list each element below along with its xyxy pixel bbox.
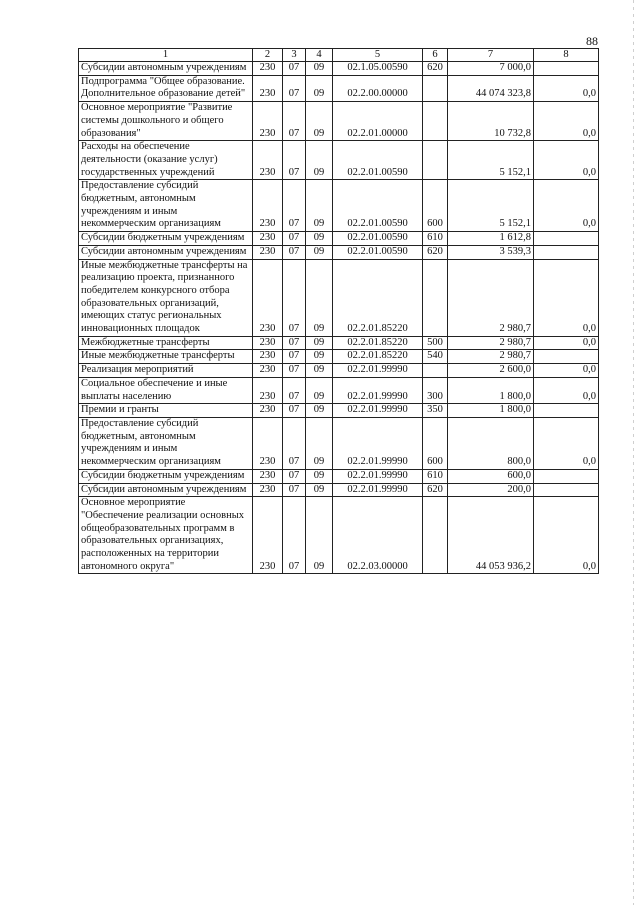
column-header-2: 2 [253,49,283,62]
row-col2-cell: 230 [253,75,283,101]
row-name-cell: Расходы на обеспечение деятельности (оказание услуг) государственных учреждений [79,141,253,180]
row-col7-cell: 1 800,0 [448,377,534,403]
row-col3-cell: 07 [283,483,306,497]
row-col4-cell: 09 [306,483,333,497]
row-col5-cell: 02.2.01.99990 [333,469,423,483]
column-header-8: 8 [534,49,599,62]
row-name-cell: Субсидии автономным учреждениям [79,245,253,259]
row-col4-cell: 09 [306,364,333,378]
row-col4-cell: 09 [306,180,333,232]
row-col4-cell: 09 [306,377,333,403]
row-col6-cell: 610 [423,469,448,483]
row-col4-cell: 09 [306,232,333,246]
row-col3-cell: 07 [283,180,306,232]
row-col4-cell: 09 [306,75,333,101]
row-col8-cell: 0,0 [534,336,599,350]
row-col3-cell: 07 [283,259,306,336]
row-col2-cell: 230 [253,364,283,378]
table-row [79,75,599,101]
row-col7-cell: 3 539,3 [448,245,534,259]
row-col2-cell: 230 [253,259,283,336]
row-col3-cell: 07 [283,75,306,101]
row-col2-cell: 230 [253,377,283,403]
row-col2-cell: 230 [253,483,283,497]
row-col6-cell: 600 [423,180,448,232]
row-col5-cell: 02.2.01.85220 [333,350,423,364]
row-col6-cell [423,259,448,336]
row-col7-cell: 2 980,7 [448,350,534,364]
row-name-cell: Социальное обеспечение и иные выплаты населению [79,377,253,403]
row-col3-cell: 07 [283,417,306,469]
row-col5-cell: 02.2.01.00590 [333,180,423,232]
table-row [79,364,599,378]
row-col4-cell: 09 [306,497,333,574]
page-number: 88 [586,34,598,48]
row-col3-cell: 07 [283,102,306,141]
column-header-6: 6 [423,49,448,62]
table-header-row [79,49,599,62]
row-col3-cell: 07 [283,336,306,350]
row-col6-cell: 300 [423,377,448,403]
row-col7-cell: 44 053 936,2 [448,497,534,574]
row-col6-cell: 620 [423,62,448,76]
row-col8-cell [534,483,599,497]
row-name-cell: Предоставление субсидий бюджетным, автономным учреждениям и иным некоммерческим организациям [79,180,253,232]
row-col4-cell: 09 [306,259,333,336]
budget-table [78,48,599,574]
row-col3-cell: 07 [283,377,306,403]
row-col6-cell [423,75,448,101]
row-col2-cell: 230 [253,102,283,141]
column-header-1: 1 [79,49,253,62]
table-row [79,259,599,336]
row-col5-cell: 02.2.03.00000 [333,497,423,574]
row-col6-cell: 540 [423,350,448,364]
row-col7-cell: 5 152,1 [448,141,534,180]
row-col5-cell: 02.2.01.85220 [333,336,423,350]
row-col2-cell: 230 [253,245,283,259]
table-row [79,232,599,246]
table-row [79,497,599,574]
row-col6-cell [423,102,448,141]
row-col6-cell [423,141,448,180]
row-col2-cell: 230 [253,141,283,180]
row-col8-cell: 0,0 [534,364,599,378]
row-col8-cell [534,62,599,76]
row-col5-cell: 02.2.01.00590 [333,141,423,180]
row-col5-cell: 02.2.01.99990 [333,417,423,469]
row-col4-cell: 09 [306,62,333,76]
table-row [79,404,599,418]
row-col8-cell: 0,0 [534,180,599,232]
row-col8-cell: 0,0 [534,75,599,101]
table-row [79,469,599,483]
row-col7-cell: 7 000,0 [448,62,534,76]
row-col5-cell: 02.1.05.00590 [333,62,423,76]
row-col4-cell: 09 [306,417,333,469]
row-col3-cell: 07 [283,469,306,483]
row-col2-cell: 230 [253,232,283,246]
row-col7-cell: 44 074 323,8 [448,75,534,101]
row-col2-cell: 230 [253,417,283,469]
row-col5-cell: 02.2.01.00000 [333,102,423,141]
row-col7-cell: 2 600,0 [448,364,534,378]
column-header-3: 3 [283,49,306,62]
row-name-cell: Основное мероприятие "Развитие системы дошкольного и общего образования" [79,102,253,141]
row-col6-cell: 600 [423,417,448,469]
row-col8-cell [534,350,599,364]
row-name-cell: Субсидии автономным учреждениям [79,483,253,497]
row-col2-cell: 230 [253,404,283,418]
row-col2-cell: 230 [253,180,283,232]
row-col7-cell: 600,0 [448,469,534,483]
table-row [79,336,599,350]
table-body [79,62,599,574]
table-row [79,102,599,141]
row-col3-cell: 07 [283,404,306,418]
table-row [79,350,599,364]
row-name-cell: Подпрограмма "Общее образование. Дополнительное образование детей" [79,75,253,101]
row-col5-cell: 02.2.01.99990 [333,404,423,418]
row-col7-cell: 800,0 [448,417,534,469]
row-col6-cell: 620 [423,483,448,497]
row-col4-cell: 09 [306,404,333,418]
row-col4-cell: 09 [306,350,333,364]
row-col8-cell: 0,0 [534,497,599,574]
table-row [79,417,599,469]
table-row [79,141,599,180]
row-col7-cell: 2 980,7 [448,259,534,336]
row-col6-cell [423,497,448,574]
row-col3-cell: 07 [283,350,306,364]
column-header-5: 5 [333,49,423,62]
row-col7-cell: 10 732,8 [448,102,534,141]
row-name-cell: Субсидии автономным учреждениям [79,62,253,76]
column-header-4: 4 [306,49,333,62]
row-name-cell: Предоставление субсидий бюджетным, автономным учреждениям и иным некоммерческим организациям [79,417,253,469]
row-col2-cell: 230 [253,350,283,364]
table-row [79,483,599,497]
row-col5-cell: 02.2.01.99990 [333,364,423,378]
row-name-cell: Межбюджетные трансферты [79,336,253,350]
row-col8-cell: 0,0 [534,259,599,336]
row-col8-cell: 0,0 [534,141,599,180]
row-col7-cell: 1 800,0 [448,404,534,418]
row-col4-cell: 09 [306,245,333,259]
row-col3-cell: 07 [283,62,306,76]
row-col6-cell: 500 [423,336,448,350]
row-col3-cell: 07 [283,141,306,180]
row-name-cell: Субсидии бюджетным учреждениям [79,232,253,246]
row-col8-cell [534,232,599,246]
row-col2-cell: 230 [253,469,283,483]
row-col5-cell: 02.2.01.00590 [333,232,423,246]
row-col2-cell: 230 [253,497,283,574]
row-col6-cell: 350 [423,404,448,418]
row-col5-cell: 02.2.01.99990 [333,377,423,403]
row-name-cell: Иные межбюджетные трансферты на реализацию проекта, признанного победителем конкурсного отбора образовательных организаций, имеющих статус региональных инновационных площадок [79,259,253,336]
row-col3-cell: 07 [283,232,306,246]
row-col5-cell: 02.2.01.00590 [333,245,423,259]
row-col7-cell: 200,0 [448,483,534,497]
table-row [79,377,599,403]
row-col5-cell: 02.2.00.00000 [333,75,423,101]
row-col8-cell: 0,0 [534,417,599,469]
scan-edge-artifact [633,0,634,905]
row-col5-cell: 02.2.01.85220 [333,259,423,336]
table-row [79,62,599,76]
row-col7-cell: 1 612,8 [448,232,534,246]
row-name-cell: Реализация мероприятий [79,364,253,378]
row-name-cell: Основное мероприятие "Обеспечение реализации основных общеобразовательных программ в образовательных организациях, расположенных на территории автономного округа" [79,497,253,574]
row-col7-cell: 5 152,1 [448,180,534,232]
row-col4-cell: 09 [306,469,333,483]
table-row [79,245,599,259]
row-col8-cell [534,245,599,259]
row-col3-cell: 07 [283,364,306,378]
row-col4-cell: 09 [306,336,333,350]
row-name-cell: Иные межбюджетные трансферты [79,350,253,364]
row-name-cell: Субсидии бюджетным учреждениям [79,469,253,483]
row-col3-cell: 07 [283,245,306,259]
row-col4-cell: 09 [306,102,333,141]
row-col6-cell: 610 [423,232,448,246]
table-row [79,180,599,232]
row-col8-cell [534,469,599,483]
row-col3-cell: 07 [283,497,306,574]
row-col2-cell: 230 [253,62,283,76]
row-col6-cell: 620 [423,245,448,259]
row-col5-cell: 02.2.01.99990 [333,483,423,497]
column-header-7: 7 [448,49,534,62]
row-col8-cell [534,404,599,418]
row-col8-cell: 0,0 [534,102,599,141]
row-col8-cell: 0,0 [534,377,599,403]
row-col6-cell [423,364,448,378]
row-name-cell: Премии и гранты [79,404,253,418]
row-col4-cell: 09 [306,141,333,180]
row-col2-cell: 230 [253,336,283,350]
row-col7-cell: 2 980,7 [448,336,534,350]
